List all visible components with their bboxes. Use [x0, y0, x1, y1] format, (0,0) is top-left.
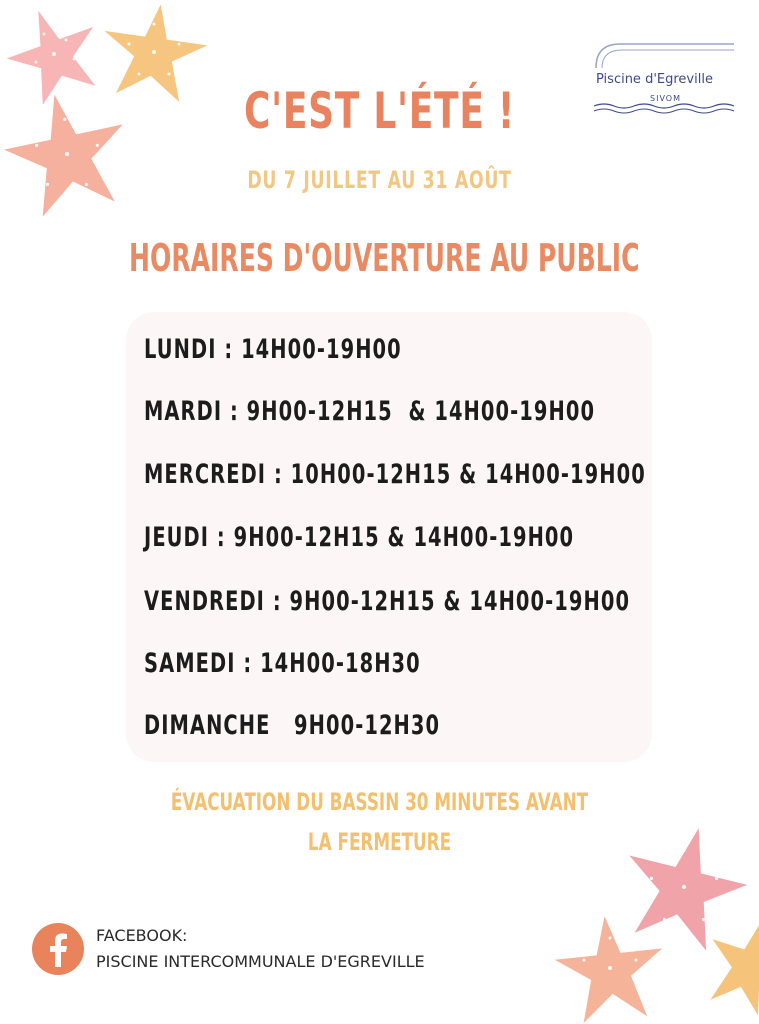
starfish-salmon-bottom-icon: [550, 912, 670, 1024]
starfish-yellow-bottom-right-icon: [696, 912, 759, 1016]
schedule-row-tuesday: MARDI : 9H00-12H15 & 14H00-19H00: [144, 396, 596, 427]
date-range: DU 7 JUILLET AU 31 AOÛT: [247, 166, 512, 194]
facebook-label: FACEBOOK:: [96, 926, 188, 945]
evacuation-note-line-2: LA FERMETURE: [307, 828, 452, 856]
schedule-row-thursday: JEUDI : 9H00-12H15 & 14H00-19H00: [144, 522, 575, 553]
schedule-row-friday: VENDREDI : 9H00-12H15 & 14H00-19H00: [144, 586, 631, 617]
schedule-row-monday: LUNDI : 14H00-19H00: [144, 334, 402, 365]
schedule-row-sunday: DIMANCHE 9H00-12H30: [144, 710, 441, 741]
facebook-icon: [32, 923, 84, 975]
schedule-heading: HORAIRES D'OUVERTURE AU PUBLIC: [129, 236, 640, 280]
logo-title: Piscine d'Egreville: [596, 72, 713, 87]
evacuation-note-line-1: ÉVACUATION DU BASSIN 30 MINUTES AVANT: [170, 788, 589, 816]
schedule-row-saturday: SAMEDI : 14H00-18H30: [144, 648, 421, 679]
facebook-page-name: PISCINE INTERCOMMUNALE D'EGREVILLE: [96, 952, 425, 971]
logo-subtitle: SIVOM: [650, 94, 681, 103]
page-title: C'EST L'ÉTÉ !: [243, 82, 516, 140]
schedule-row-wednesday: MERCREDI : 10H00-12H15 & 14H00-19H00: [144, 459, 646, 490]
